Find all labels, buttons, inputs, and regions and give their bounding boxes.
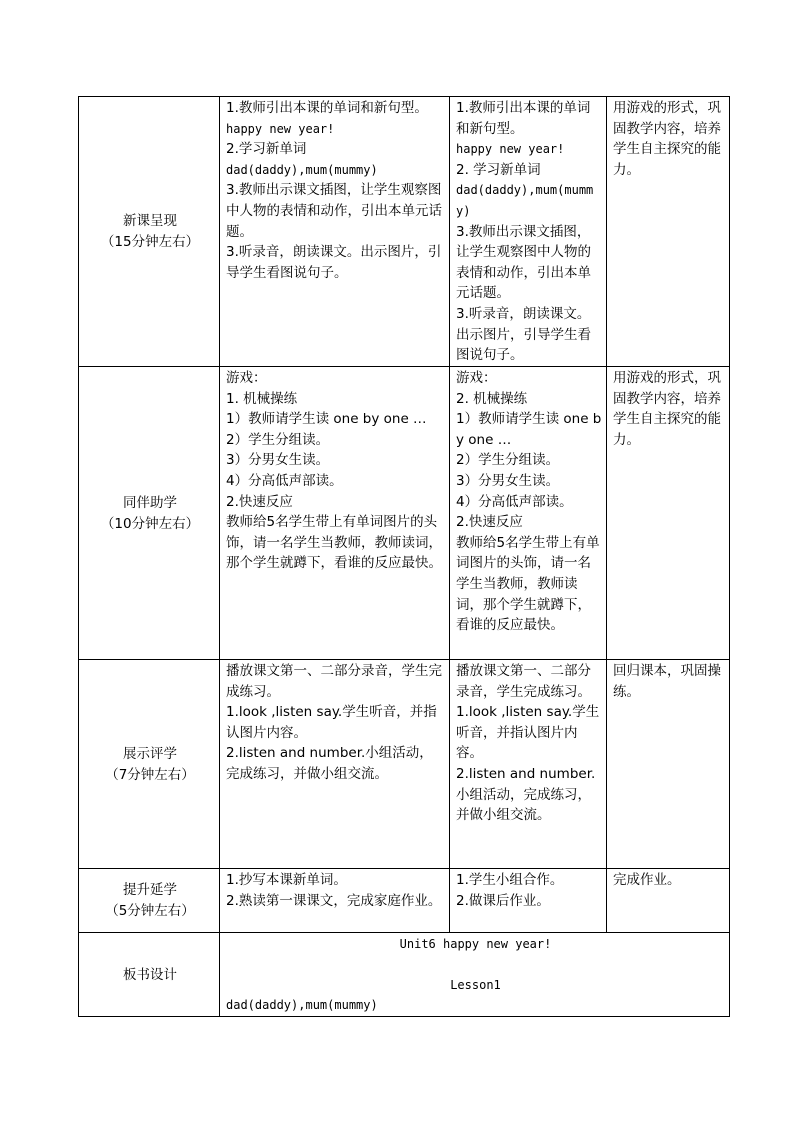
teacher-line: 3.教师出示课文插图，让学生观察图中人物的表情和动作，引出本单元话题。 bbox=[226, 182, 442, 240]
table-row bbox=[79, 933, 730, 1017]
teacher-line: 1.look ,listen say.学生听音，并指认图片内容。 bbox=[226, 704, 437, 741]
teacher-line: dad(daddy),mum(mummy) bbox=[226, 162, 378, 177]
student-activity-cell bbox=[450, 660, 607, 869]
stage-duration: （15分钟左右） bbox=[100, 234, 200, 250]
design-purpose-cell bbox=[607, 660, 730, 869]
teacher-line: 2.熟读第一课课文，完成家庭作业。 bbox=[226, 892, 442, 909]
student-line: 3.教师出示课文插图，让学生观察图中人物的表情和动作，引出本单元话题。 bbox=[456, 223, 591, 302]
student-line: 2.listen and number.小组活动，完成练习，并做小组交流。 bbox=[456, 765, 596, 824]
design-purpose-cell bbox=[607, 97, 730, 367]
student-line: 4）分高低声部读。 bbox=[456, 493, 573, 510]
teacher-line: 1. 机械操练 bbox=[226, 390, 298, 407]
student-line: happy new year! bbox=[456, 142, 565, 157]
table-row bbox=[79, 367, 730, 660]
student-line: 3）分男女生读。 bbox=[456, 472, 560, 489]
purpose-line: 用游戏的形式，巩固教学内容，培养学生自主探究的能力。 bbox=[613, 370, 721, 448]
student-line: 游戏： bbox=[456, 370, 497, 386]
teacher-line: 2.listen and number.小组活动，完成练习，并做小组交流。 bbox=[226, 745, 433, 782]
teacher-line: 1.抄写本课新单词。 bbox=[226, 872, 347, 888]
stage-name: 同伴助学 bbox=[123, 494, 177, 511]
teacher-line: 播放课文第一、二部分录音，学生完成练习。 bbox=[226, 663, 442, 700]
teacher-line: 3.听录音，朗读课文。出示图片，引导学生看图说句子。 bbox=[226, 244, 442, 281]
teacher-line: 4）分高低声部读。 bbox=[226, 472, 343, 489]
student-line: 2. 机械操练 bbox=[456, 390, 528, 407]
purpose-line: 用游戏的形式，巩固教学内容，培养学生自主探究的能力。 bbox=[613, 100, 721, 178]
student-line: 3.听录音，朗读课文。出示图片，引导学生看图说句子。 bbox=[456, 305, 591, 364]
purpose-line: 完成作业。 bbox=[613, 872, 681, 888]
board-design-label: 板书设计 bbox=[123, 966, 177, 983]
student-activity-cell bbox=[450, 367, 607, 660]
board-unit-title: Unit6 happy new year! bbox=[399, 937, 552, 951]
stage-cell bbox=[79, 660, 220, 869]
table-row bbox=[79, 660, 730, 869]
teacher-line: 教师给5名学生带上有单词图片的头饰，请一名学生当教师，教师读词，那个学生就蹲下，看谁的反应最快。 bbox=[226, 514, 442, 572]
stage-name: 提升延学 bbox=[123, 882, 177, 899]
design-purpose-cell bbox=[607, 367, 730, 660]
student-activity-cell bbox=[450, 97, 607, 367]
teacher-line: happy new year! bbox=[226, 121, 335, 136]
student-line: 1.教师引出本课的单词和新句型。 bbox=[456, 100, 591, 137]
teacher-line: 游戏： bbox=[226, 370, 267, 386]
teacher-line: 1）教师请学生读 one by one … bbox=[226, 411, 427, 428]
board-lesson: Lesson1 bbox=[450, 977, 501, 992]
teacher-line: 2.快速反应 bbox=[226, 493, 293, 510]
board-design-cell bbox=[220, 933, 730, 1017]
stage-cell bbox=[79, 869, 220, 933]
student-line: dad(daddy),mum(mummy) bbox=[456, 183, 594, 218]
student-line: 1）教师请学生读 one by one … bbox=[456, 411, 602, 448]
teacher-line: 2.学习新单词 bbox=[226, 141, 307, 158]
student-line: 播放课文第一、二部分录音，学生完成练习。 bbox=[456, 663, 591, 700]
student-line: 2.快速反应 bbox=[456, 514, 523, 531]
stage-name: 展示评学 bbox=[123, 745, 177, 762]
teacher-activity-cell bbox=[220, 367, 450, 660]
stage-name: 新课呈现 bbox=[123, 213, 177, 230]
board-design-label-cell bbox=[79, 933, 220, 1017]
teacher-line: 3）分男女生读。 bbox=[226, 452, 330, 469]
table-row bbox=[79, 97, 730, 367]
student-line: 1.学生小组合作。 bbox=[456, 872, 564, 888]
table-row bbox=[79, 869, 730, 933]
student-line: 2.做课后作业。 bbox=[456, 892, 550, 909]
teacher-activity-cell bbox=[220, 869, 450, 933]
purpose-line: 回归课本，巩固操练。 bbox=[613, 663, 721, 700]
student-line: 2. 学习新单词 bbox=[456, 161, 541, 178]
teacher-line: 1.教师引出本课的单词和新句型。 bbox=[226, 100, 428, 116]
stage-duration: （7分钟左右） bbox=[105, 766, 195, 783]
stage-duration: （5分钟左右） bbox=[105, 903, 195, 919]
teacher-line: 2）学生分组读。 bbox=[226, 431, 330, 448]
stage-duration: （10分钟左右） bbox=[100, 515, 200, 532]
teacher-activity-cell bbox=[220, 660, 450, 869]
stage-cell bbox=[79, 97, 220, 367]
stage-cell bbox=[79, 367, 220, 660]
student-line: 教师给5名学生带上有单词图片的头饰，请一名学生当教师，教师读词，那个学生就蹲下，看谁的反应最快。 bbox=[456, 534, 600, 634]
design-purpose-cell bbox=[607, 869, 730, 933]
lesson-plan-table bbox=[78, 96, 730, 1017]
board-words: dad(daddy),mum(mummy) bbox=[226, 998, 378, 1013]
teacher-activity-cell bbox=[220, 97, 450, 367]
student-line: 2）学生分组读。 bbox=[456, 452, 560, 469]
student-activity-cell bbox=[450, 869, 607, 933]
student-line: 1.look ,listen say.学生听音，并指认图片内容。 bbox=[456, 704, 600, 762]
